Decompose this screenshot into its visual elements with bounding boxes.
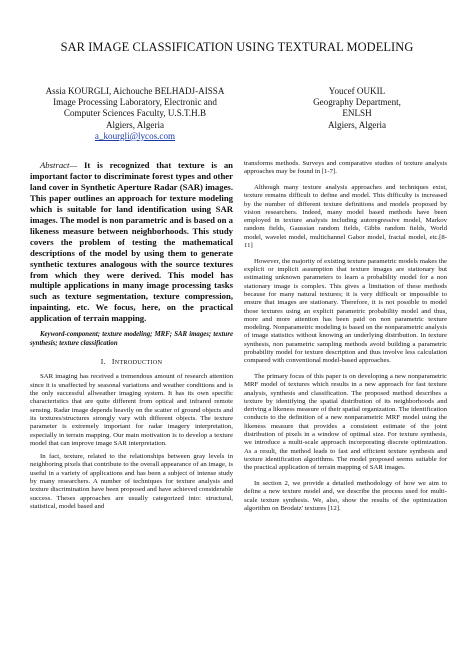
body-paragraph: However, the majority of existing texture parametric models makes the explicit or implicit assumption that texture images are stationary but estimating unknown parameters to learn a probability model for a non stationary image is complex. This gives a limitation of these methods because for many natural textures; it is very difficult or impossible to ensure that images are stationary. Therefore, it is not possible to model those textures using an explicit parametric probability model and thus, more and more attention has been paid on non parametric texture modeling. Nonparametric modeling is based on the nonparametric analysis of image statistics without knowing an underlying distribution. In texture synthesis, non parametric sampling methods avoid building a parametric probability model for texture description and thus involve less calculation compared with conventional model-based approaches. [244, 257, 447, 365]
section-number: I. [100, 357, 106, 367]
section-title-initial: I [111, 357, 115, 367]
body-paragraph: transforms methods. Surveys and comparative studies of texture analysis approaches may be found in [1-7]. [244, 160, 447, 176]
author-email-link[interactable]: a_kourgli@lycos.com [94, 130, 176, 141]
body-paragraph: In fact, texture, related to the relationships between gray levels in neighboring pixels that contribute to the overall appearance of an image, is useful in a variety of applications and has been a subject of intense study by many researchers. A number of techniques for texture analysis and texture discrimination have been proposed and have achieved considerable success. Theses approaches are usually categorized into: structural, statistical, model based and [30, 453, 233, 510]
abstract-text: It is recognized that texture is an important factor to discriminate forest types and other land cover in Synthetic Aperture Radar (SAR) images. This paper outlines an approach for texture modeling which is suitable for land identification using SAR images. The model is non parametric and is based on a likeness measure between neighborhoods. This study covers the problem of testing the mathematical descriptions of the model by using them to generate synthetic textures analogous with the source textures from which they were derived. This model has multiple applications in many image processing tasks such as texture segmentation, texture compression, inpainting, etc. We focus, here, on the practical application of terrain mapping. [30, 160, 233, 324]
abstract-lead: Abstract— [40, 160, 78, 170]
abstract [30, 160, 233, 324]
author-block-left [30, 86, 240, 142]
author-names: Assia KOURGLI, Aichouche BELHADJ-AISSA [45, 86, 225, 96]
body-paragraph: In section 2, we provide a detailed methodology of how we aim to define a new texture model and, we describe the process used for multi-scale texture synthesis. We, also, show the results of the optimization algorithm on Brodatz' textures [12]. [244, 479, 447, 512]
section-title-rest: NTRODUCTION [114, 359, 163, 367]
author-affiliation-line-2: ENLSH [342, 108, 372, 119]
section-heading [30, 357, 233, 366]
right-column [244, 160, 447, 521]
author-block-right [292, 86, 422, 131]
body-paragraph: The primary focus of this paper is on developing a new nonparametric MRF model of textures which results in a new approach for fast texture analysis, synthesis and classification. The proposed method describes a texture by identifying the spatial distribution of its neighborhoods and deriving a likeness measure of their spatial organization. The identification conducts to the definition of a new nonparametric MRF model using the likeness measure that provides a consistent estimate of the joint distribution of pixels in a window of optimal size. For texture synthesis, we introduce a multi-scale approach incorporating discrete optimization. As a result, the method leads to fast and efficient texture synthesis and texture identification algorithms. The model proposed seems suitable for the practical application of terrain mapping of SAR images. [244, 373, 447, 472]
author-affiliation-line-1: Image Processing Laboratory, Electronic and [53, 97, 217, 108]
body-paragraph: Although many texture analysis approaches and techniques exist, texture remains difficult to define and model. This difficulty is increased by the number of different texture definitions and models proposed by vision researchers. Indeed, many model based methods have been employed in texture analysis including autoregressive model, Markov random fields, Gaussian random fields, Gibbs random fields, World model, wavelet model, multichannel Gabor model, fractal model, etc.[8-11] [244, 183, 447, 250]
author-affiliation-line-1: Geography Department, [313, 97, 401, 108]
left-column [30, 160, 233, 516]
keywords: Keyword-component; texture modeling; MRF; SAR images; texture synthesis; texture classification [30, 331, 233, 347]
body-paragraph: SAR imaging has received a tremendous amount of research attention since it is unaffected by seasonal variations and weather conditions and is the only successful allweather imaging system. It has its own specific characteristics that are quite different from optical and infrared remote sensing. Radar image depends heavily on the scatter of ground objects and its textures/structures strongly vary with different objects. The texture parameter is extremely important for radar imagery interpretation, especially in terrain mapping. Our main motivation is to develop a texture model that can improve image SAR interpretation. [30, 373, 233, 447]
author-affiliation-line-2: Computer Sciences Faculty, U.S.T.H.B [63, 108, 207, 119]
author-name: Youcef OUKIL [328, 86, 386, 96]
author-location: Algiers, Algeria [327, 119, 387, 130]
author-location: Algiers, Algeria [105, 119, 165, 130]
paper-title: SAR IMAGE CLASSIFICATION USING TEXTURAL MODELING [60, 40, 414, 54]
